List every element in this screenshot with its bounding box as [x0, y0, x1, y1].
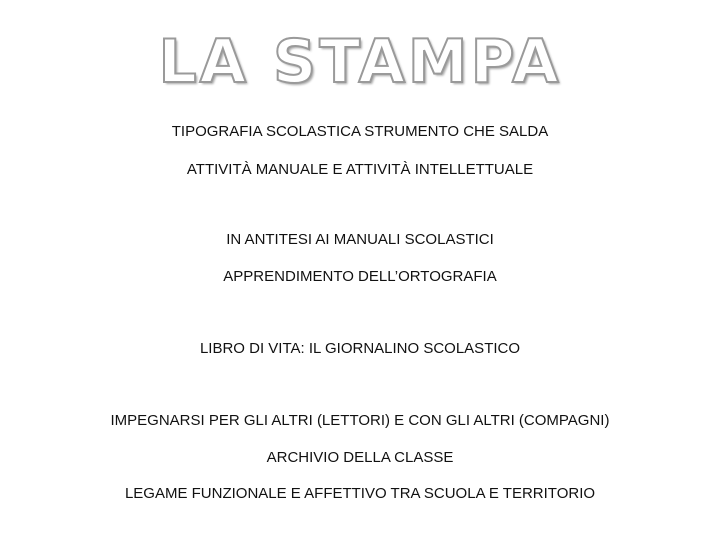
text-line-attivita: ATTIVITÀ MANUALE E ATTIVITÀ INTELLETTUALE: [186, 161, 534, 178]
text-line-impegnarsi: IMPEGNARSI PER GLI ALTRI (LETTORI) E CON GLI ALTRI (COMPAGNI): [110, 412, 610, 429]
text-line-legame: LEGAME FUNZIONALE E AFFETTIVO TRA SCUOLA E TERRITORIO: [124, 485, 596, 502]
text-line-antitesi: IN ANTITESI AI MANUALI SCOLASTICI: [226, 231, 494, 248]
text-line-ortografia: APPRENDIMENTO DELL’ORTOGRAFIA: [223, 268, 497, 285]
text-line-tipografia: TIPOGRAFIA SCOLASTICA STRUMENTO CHE SALDA: [171, 123, 549, 140]
text-line-archivio: ARCHIVIO DELLA CLASSE: [266, 449, 454, 466]
text-line-giornalino: LIBRO DI VITA: IL GIORNALINO SCOLASTICO: [199, 340, 521, 357]
slide-title: LA STAMPA: [158, 27, 562, 97]
